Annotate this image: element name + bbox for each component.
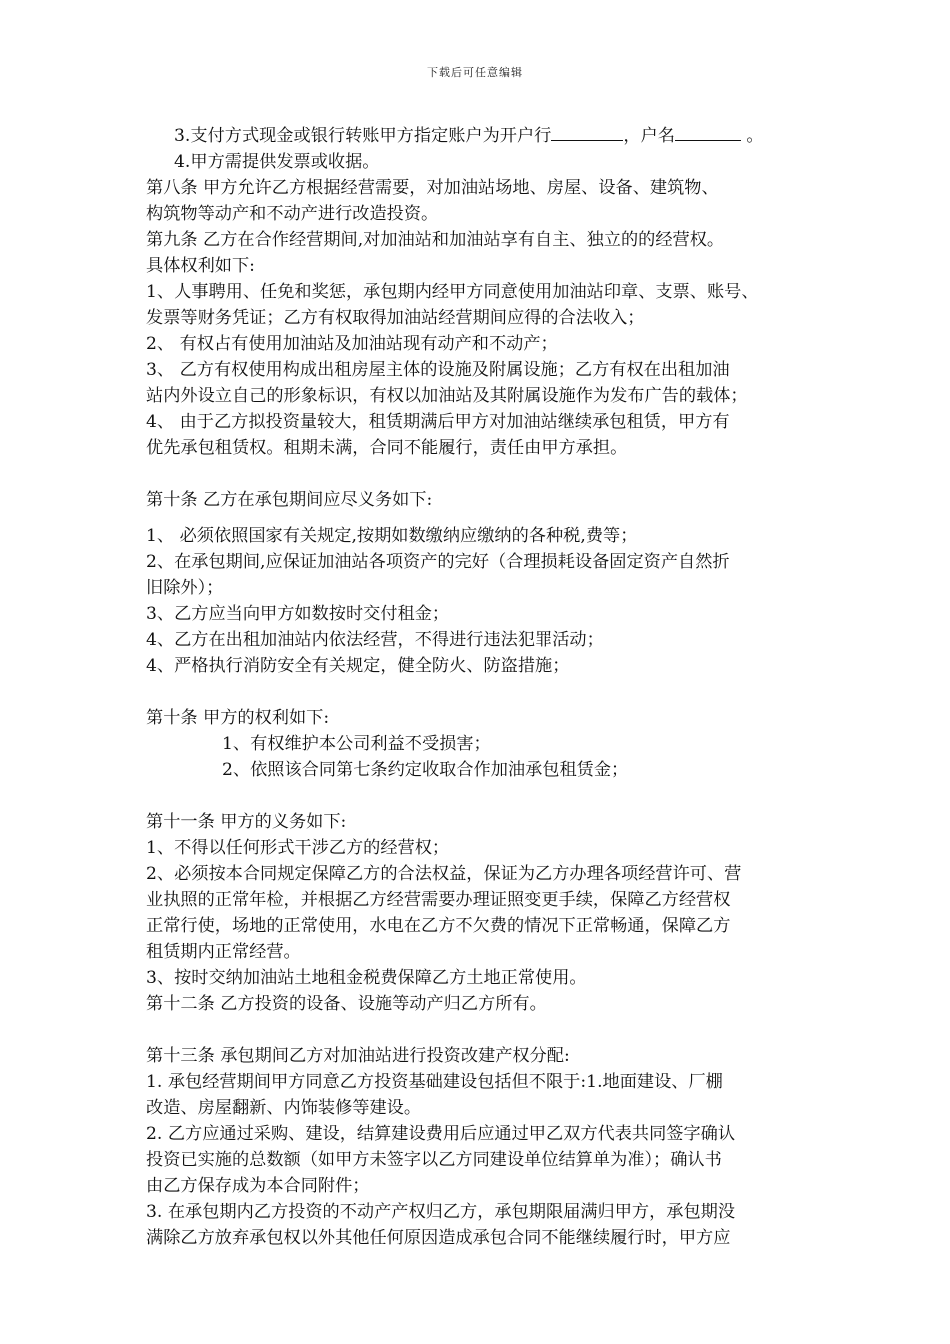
page-header: 下载后可任意编辑 [427, 66, 523, 79]
art10b-line: 1、有权维护本公司利益不受损害； [222, 734, 491, 754]
art9-line: 具体权利如下: [146, 256, 255, 276]
art10b-line: 2、依照该合同第七条约定收取合作加油承包租赁金； [222, 760, 629, 780]
art13-line: 2. 乙方应通过采购、建设，结算建设费用后应通过甲乙双方代表共同签字确认 [146, 1124, 736, 1144]
art9-line: 发票等财务凭证；乙方有权取得加油站经营期间应得的合法收入； [146, 308, 645, 328]
art11-line: 租赁期内正常经营。 [146, 942, 301, 962]
art10a-line: 2、在承包期间,应保证加油站各项资产的完好（合理损耗设备固定资产自然折 [146, 552, 730, 572]
contract-body [146, 122, 826, 1251]
art11-title: 第十一条 甲方的义务如下: [146, 812, 347, 832]
art11-line: 2、必须按本合同规定保障乙方的合法权益，保证为乙方办理各项经营许可、营 [146, 864, 742, 884]
payment-method-text: 3.支付方式现金或银行转账甲方指定账户为开户行 [174, 126, 552, 146]
art13-line: 由乙方保存成为本合同附件； [146, 1176, 370, 1196]
account-name-label: ，户名 [623, 126, 675, 146]
art8-line: 构筑物等动产和不动产进行改造投资。 [146, 204, 439, 224]
art11-line: 3、按时交纳加油站土地租金税费保障乙方土地正常使用。 [146, 968, 587, 988]
art11-line: 正常行使，场地的正常使用，水电在乙方不欠费的情况下正常畅通，保障乙方 [146, 916, 731, 936]
art13-line: 满除乙方放弃承包权以外其他任何原因造成承包合同不能继续履行时，甲方应 [146, 1228, 731, 1248]
art8-line: 第八条 甲方允许乙方根据经营需要，对加油站场地、房屋、设备、建筑物、 [146, 178, 719, 198]
art9-line: 4、 由于乙方拟投资量较大，租赁期满后甲方对加油站继续承包租赁，甲方有 [146, 412, 730, 432]
art9-line: 1、人事聘用、任免和奖惩，承包期内经甲方同意使用加油站印章、支票、账号、 [146, 282, 759, 302]
art11-line: 业执照的正常年检，并根据乙方经营需要办理证照变更手续，保障乙方经营权 [146, 890, 731, 910]
art9-line: 站内外设立自己的形象标识，有权以加油站及其附属设施作为发布广告的载体； [146, 386, 748, 406]
invoice-line: 4.甲方需提供发票或收据。 [174, 152, 380, 172]
payment-method-line [146, 122, 826, 149]
account-name-blank [675, 122, 741, 141]
art9-line: 优先承包租赁权。租期未满，合同不能履行，责任由甲方承担。 [146, 438, 628, 458]
art10a-line: 旧除外）； [146, 578, 224, 598]
art11-line: 1、不得以任何形式干涉乙方的经营权； [146, 838, 450, 858]
art10a-line: 3、乙方应当向甲方如数按时交付租金； [146, 604, 450, 624]
art10a-line: 4、乙方在出租加油站内依法经营，不得进行违法犯罪活动； [146, 630, 604, 650]
art13-line: 1. 承包经营期间甲方同意乙方投资基础建设包括但不限于:1.地面建设、厂棚 [146, 1072, 723, 1092]
art13-title: 第十三条 承包期间乙方对加油站进行投资改建产权分配: [146, 1046, 570, 1066]
art13-line: 投资已实施的总数额（如甲方未签字以乙方同建设单位结算单为准）；确认书 [146, 1150, 722, 1170]
art13-line: 改造、房屋翻新、内饰装修等建设。 [146, 1098, 422, 1118]
bank-blank [551, 122, 623, 141]
art10a-line: 4、严格执行消防安全有关规定，健全防火、防盗措施； [146, 656, 570, 676]
art12-line: 第十二条 乙方投资的设备、设施等动产归乙方所有。 [146, 994, 547, 1014]
art10a-title: 第十条 乙方在承包期间应尽义务如下: [146, 490, 433, 510]
payment-method-end: 。 [740, 126, 764, 146]
art10a-line: 1、 必须依照国家有关规定,按期如数缴纳应缴纳的各种税,费等； [146, 526, 638, 546]
art9-line: 第九条 乙方在合作经营期间,对加油站和加油站享有自主、独立的的经营权。 [146, 230, 725, 250]
art10b-title: 第十条 甲方的权利如下: [146, 708, 330, 728]
art9-line: 3、 乙方有权使用构成出租房屋主体的设施及附属设施；乙方有权在出租加油 [146, 360, 730, 380]
art13-line: 3. 在承包期内乙方投资的不动产产权归乙方，承包期限届满归甲方，承包期没 [146, 1202, 736, 1222]
art9-line: 2、 有权占有使用加油站及加油站现有动产和不动产； [146, 334, 558, 354]
